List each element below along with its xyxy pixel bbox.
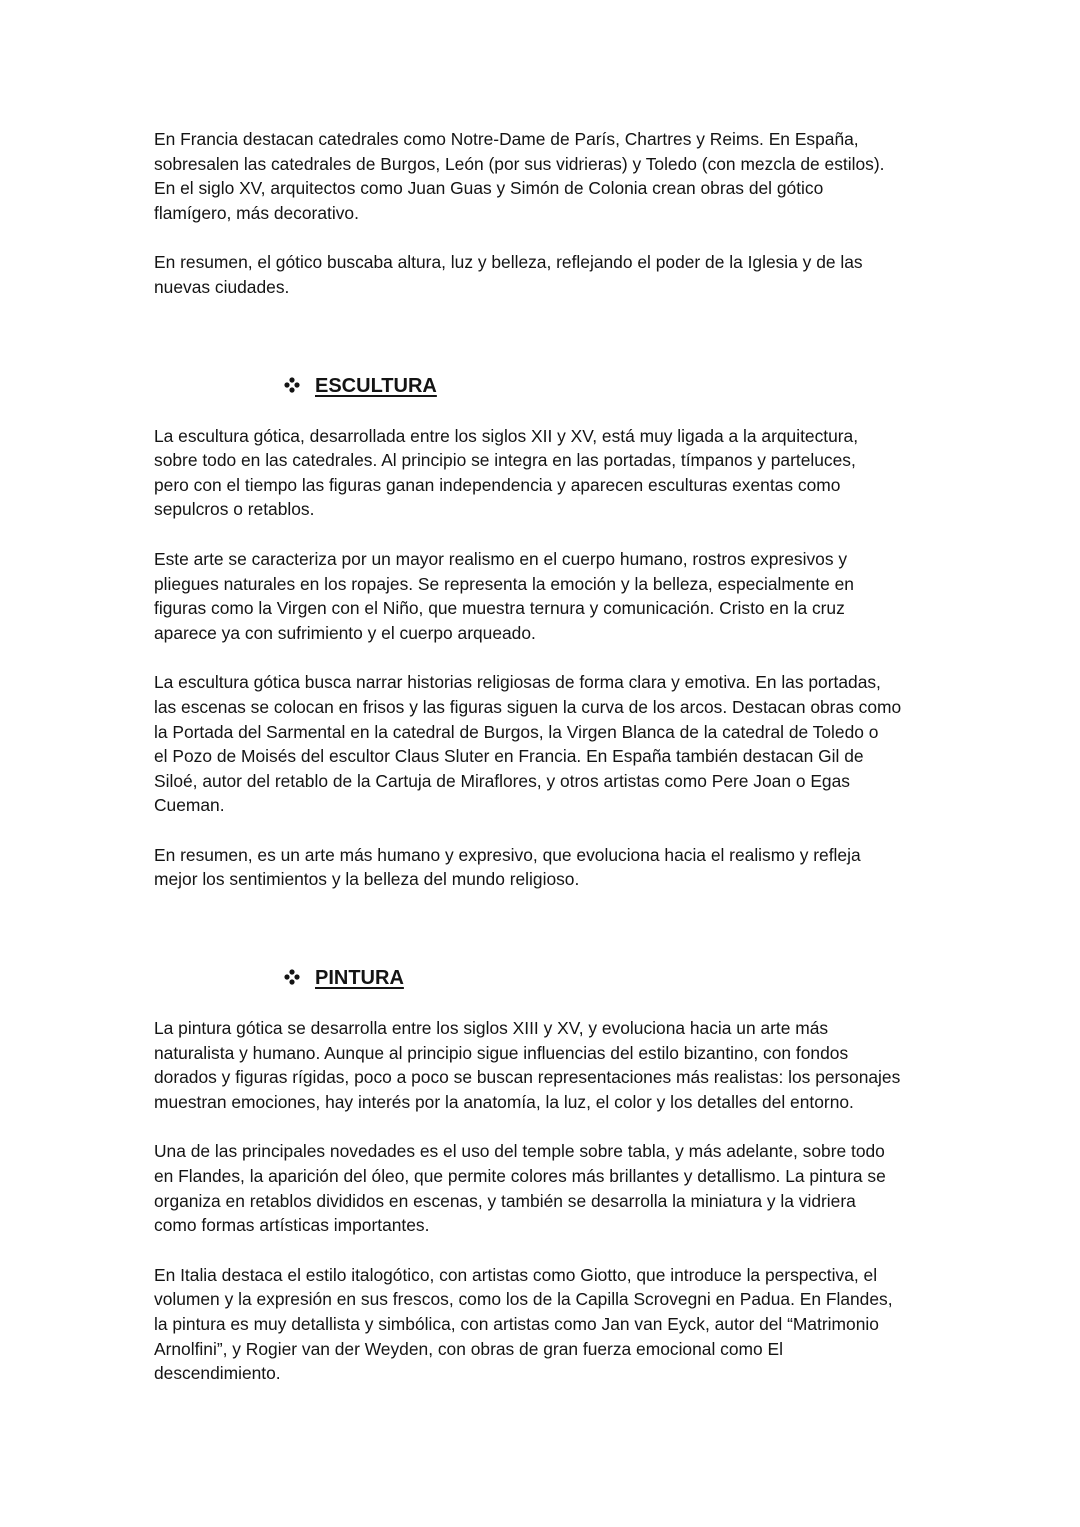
escultura-paragraph-1: La escultura gótica, desarrollada entre los siglos XII y XV, está muy ligada a la arquitectura, sobre todo en las catedrales. Al principio se integra en las portadas, tímpanos y parteluces, pero con el tiempo las figuras ganan independencia y aparecen esculturas exentas como sepulcros o retablos. (154, 425, 859, 520)
escultura-paragraph-4: En resumen, es un arte más humano y expresivo, que evoluciona hacia el realismo y refleja mejor los sentimientos y la belleza del mundo religioso. (154, 844, 861, 890)
diamond-bullet-icon (284, 374, 315, 398)
escultura-paragraph-3: La escultura gótica busca narrar historias religiosas de forma clara y emotiva. En las portadas, las escenas se colocan en frisos y las figuras siguen la curva de los arcos. Destacan obras como la Portada del Sarmental en la catedral de Burgos, la Virgen Blanca de la catedral de Toledo o el Pozo de Moisés del escultor Claus Sluter en Francia. En España también destacan Gil de Siloé, autor del retablo de la Cartuja de Miraflores, y otros artistas como Pere Joan o Egas Cueman. (154, 672, 902, 816)
escultura-paragraph-2: Este arte se caracteriza por un mayor realismo en el cuerpo humano, rostros expresivos y pliegues naturales en los ropajes. Se representa la emoción y la belleza, especialmente en figuras como la Virgen con el Niño, que muestra ternura y comunicación. Cristo en la cruz aparece ya con sufrimiento y el cuerpo arqueado. (154, 548, 854, 643)
section-title: PINTURA (315, 967, 404, 990)
pintura-paragraph-3: En Italia destaca el estilo italogótico, con artistas como Giotto, que introduce la perspectiva, el volumen y la expresión en sus frescos, como los de la Capilla Scrovegni en Padua. En Flandes, la pintura es muy detallista y simbólica, con artistas como Jan van Eyck, autor del “Matrimonio Arnolfini”, y Rogier van der Weyden, con obras de gran fuerza emocional como El descendimiento. (154, 1264, 893, 1384)
section-title: ESCULTURA (315, 374, 437, 397)
intro-paragraph-2: En resumen, el gótico buscaba altura, luz y belleza, reflejando el poder de la Iglesia y de las nuevas ciudades. (154, 252, 863, 297)
pintura-paragraph-2: Una de las principales novedades es el uso del temple sobre tabla, y más adelante, sobre todo en Flandes, la aparición del óleo, que permite colores más brillantes y detallismo. La pintura se organiza en retablos divididos en escenas, y también se desarrolla la miniatura y la vidriera como formas artísticas importantes. (154, 1141, 886, 1236)
intro-paragraph-1: En Francia destacan catedrales como Notre-Dame de París, Chartres y Reims. En España, sobresalen las catedrales de Burgos, León (por sus vidrieras) y Toledo (con mezcla de estilos). En el siglo XV, arquitectos como Juan Guas y Simón de Colonia crean obras del gótico flamígero, más decorativo. (154, 129, 885, 223)
section-heading-pintura (154, 966, 944, 990)
diamond-bullet-icon (284, 966, 315, 990)
document-page (154, 127, 944, 1386)
section-heading-escultura (154, 374, 944, 398)
pintura-paragraph-1: La pintura gótica se desarrolla entre los siglos XIII y XV, y evoluciona hacia un arte más naturalista y humano. Aunque al principio sigue influencias del estilo bizantino, con fondos dorados y figuras rígidas, poco a poco se buscan representaciones más realistas: los personajes muestran emociones, hay interés por la anatomía, la luz, el color y los detalles del entorno. (154, 1018, 901, 1112)
